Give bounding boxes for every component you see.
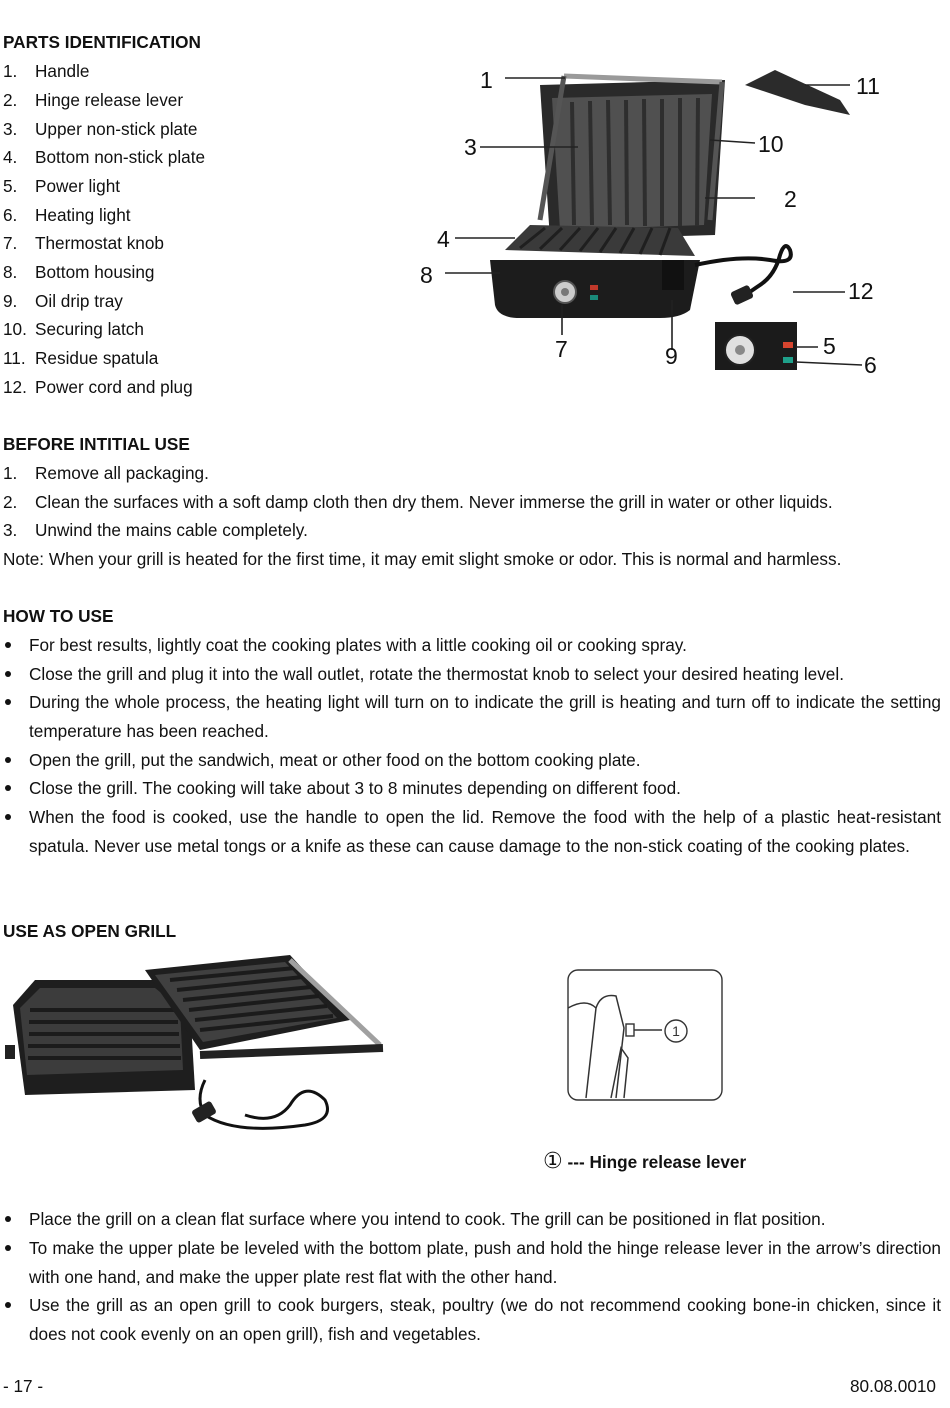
hinge-caption	[543, 1149, 746, 1173]
bullet-icon	[5, 671, 11, 677]
list-item: 5. Power light	[3, 176, 121, 196]
callout-9: 9	[665, 343, 678, 369]
caption-text: --- Hinge release lever	[567, 1152, 747, 1172]
how-to-use-heading: HOW TO USE	[3, 606, 114, 626]
callout-2: 2	[784, 186, 797, 212]
bullet-icon	[5, 814, 11, 820]
callout-11: 11	[856, 73, 880, 99]
hinge-illustration	[566, 968, 726, 1104]
parts-diagram	[410, 60, 900, 380]
list-item: 12. Power cord and plug	[3, 377, 193, 397]
list-item: 7. Thermostat knob	[3, 233, 164, 253]
before-use-heading: BEFORE INTITIAL USE	[3, 434, 190, 454]
list-item: 2. Clean the surfaces with a soft damp cloth then dry them. Never immerse the grill in water or other liquids.	[3, 492, 833, 512]
callout-8: 8	[420, 262, 433, 288]
list-item: 3. Upper non-stick plate	[3, 119, 198, 139]
list-item: 6. Heating light	[3, 205, 131, 225]
list-item: 10. Securing latch	[3, 319, 144, 339]
open-grill-illustration	[5, 950, 390, 1140]
hinge-diagram	[566, 968, 726, 1104]
callout-7: 7	[555, 336, 568, 362]
callout-3: 3	[464, 134, 477, 160]
bullet-icon	[5, 785, 11, 791]
open-grill-heading: USE AS OPEN GRILL	[3, 921, 177, 941]
callout-6: 6	[864, 352, 877, 378]
callout-1: 1	[480, 67, 493, 93]
bullet-icon	[5, 757, 11, 763]
list-item: 11. Residue spatula	[3, 348, 159, 368]
list-item: 8. Bottom housing	[3, 262, 155, 282]
svg-text:1: 1	[672, 1023, 680, 1039]
callout-5: 5	[823, 333, 836, 359]
bullet-icon	[5, 699, 11, 705]
note-text: Note: When your grill is heated for the first time, it may emit slight smoke or odor. This is normal and harmless.	[3, 549, 842, 569]
callout-12: 12	[848, 278, 874, 304]
bullet-icon	[5, 1245, 11, 1251]
grill-illustration	[410, 60, 900, 380]
bullet-icon	[5, 642, 11, 648]
list-item: 3. Unwind the mains cable completely.	[3, 520, 308, 540]
callout-4: 4	[437, 226, 450, 252]
page-number: - 17 -	[3, 1376, 44, 1396]
list-item: 4. Bottom non-stick plate	[3, 147, 206, 167]
list-item: 9. Oil drip tray	[3, 291, 123, 311]
list-item: 2. Hinge release lever	[3, 90, 184, 110]
bullet-icon	[5, 1302, 11, 1308]
document-code: 80.08.0010	[849, 1376, 936, 1396]
callout-10: 10	[758, 131, 784, 157]
parts-heading: PARTS IDENTIFICATION	[3, 32, 201, 52]
bullet-icon	[5, 1216, 11, 1222]
open-grill-photo	[5, 950, 390, 1140]
list-item: 1. Handle	[3, 61, 90, 81]
caption-marker: ①	[543, 1148, 563, 1173]
list-item: 1. Remove all packaging.	[3, 463, 209, 483]
